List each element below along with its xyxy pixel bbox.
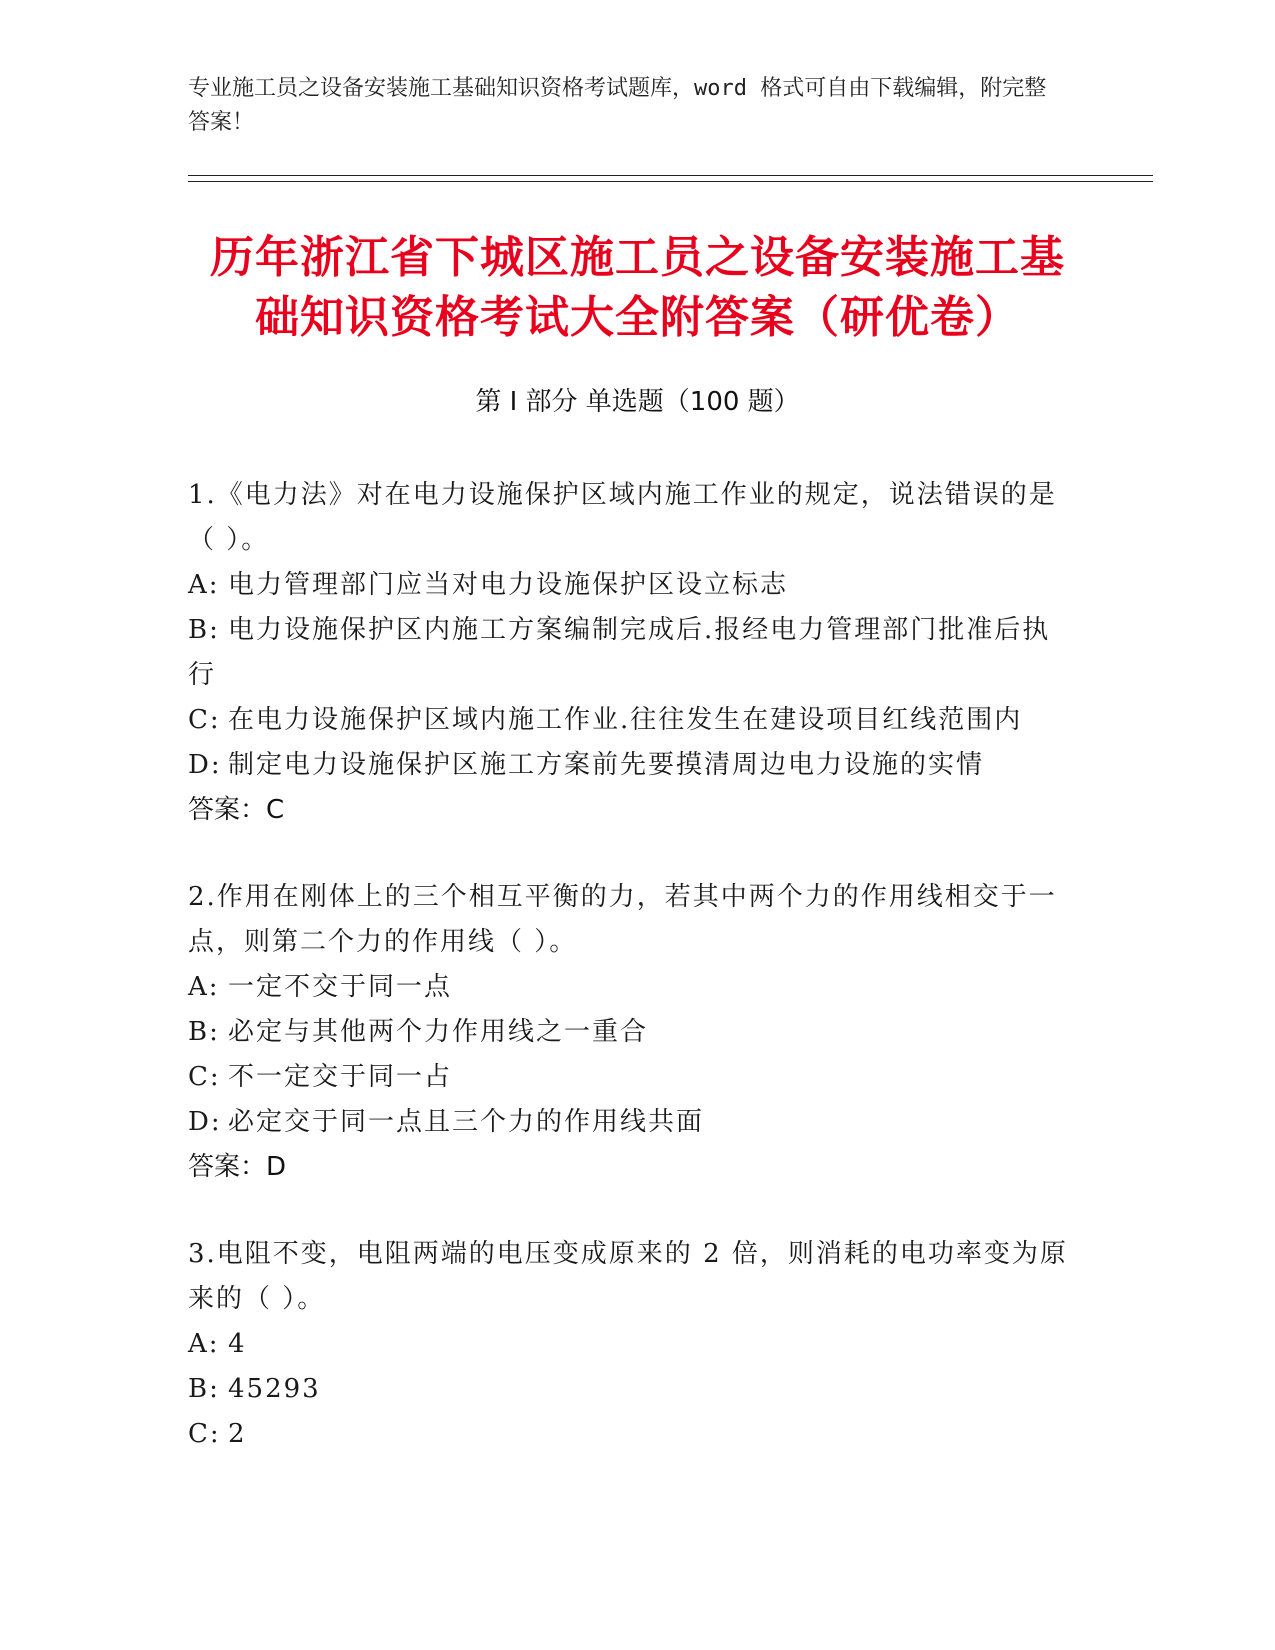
answer-value: D — [266, 1152, 287, 1182]
option-key: A: — [188, 1329, 220, 1359]
question-stem: 2.作用在刚体上的三个相互平衡的力，若其中两个力的作用线相交于一点，则第二个力的作用线（ ）。 — [188, 882, 1057, 957]
option-key: D: — [188, 750, 222, 780]
option-key: B: — [188, 615, 220, 645]
question-stem: 1.《电力法》对在电力设施保护区域内施工作业的规定，说法错误的是（ ）。 — [188, 480, 1057, 555]
option-text: 4 — [228, 1329, 247, 1359]
option-key: B: — [188, 1017, 220, 1047]
header-note: 专业施工员之设备安装施工基础知识资格考试题库，word 格式可自由下载编辑，附完整答案！ — [188, 76, 1047, 135]
option-text: 45293 — [228, 1374, 321, 1404]
document-title — [140, 228, 1135, 348]
title-line-1: 历年浙江省下城区施工员之设备安装施工基 — [210, 232, 1065, 283]
option-key: A: — [188, 570, 220, 600]
option-d — [188, 743, 1068, 788]
question-list — [188, 473, 1068, 1499]
option-text: 电力管理部门应当对电力设施保护区设立标志 — [228, 570, 789, 600]
option-c — [188, 1055, 1068, 1100]
option-text: 2 — [228, 1419, 247, 1449]
option-b — [188, 608, 1068, 698]
option-a — [188, 965, 1068, 1010]
option-a — [188, 1322, 1068, 1367]
header-divider-top — [188, 175, 1153, 176]
answer-value: C — [266, 795, 285, 825]
option-text: 制定电力设施保护区施工方案前先要摸清周边电力设施的实情 — [228, 750, 985, 780]
question-stem: 3.电阻不变，电阻两端的电压变成原来的 2 倍，则消耗的电功率变为原来的（ ）。 — [188, 1239, 1068, 1314]
answer-line — [188, 788, 1068, 833]
question-1 — [188, 473, 1068, 833]
header-divider-bottom — [188, 181, 1153, 182]
option-key: C: — [188, 1062, 221, 1092]
option-text: 必定与其他两个力作用线之一重合 — [228, 1017, 649, 1047]
question-3 — [188, 1232, 1068, 1457]
option-key: D: — [188, 1107, 222, 1137]
option-a — [188, 563, 1068, 608]
option-d — [188, 1100, 1068, 1145]
option-key: C: — [188, 705, 221, 735]
option-text: 一定不交于同一点 — [228, 972, 453, 1002]
option-text: 在电力设施保护区域内施工作业.往往发生在建设项目红线范围内 — [228, 705, 1023, 735]
option-key: B: — [188, 1374, 220, 1404]
question-2 — [188, 875, 1068, 1190]
option-key: C: — [188, 1419, 221, 1449]
option-c — [188, 698, 1068, 743]
title-line-2: 础知识资格考试大全附答案（研优卷） — [255, 292, 1020, 343]
answer-label: 答案： — [188, 795, 267, 825]
answer-line — [188, 1145, 1068, 1190]
option-text: 电力设施保护区内施工方案编制完成后.报经电力管理部门批准后执行 — [188, 615, 1051, 690]
option-text: 必定交于同一点且三个力的作用线共面 — [228, 1107, 705, 1137]
answer-label: 答案： — [188, 1152, 267, 1182]
option-text: 不一定交于同一占 — [228, 1062, 453, 1092]
section-heading: 第 I 部分 单选题（100 题） — [475, 387, 800, 417]
option-b — [188, 1010, 1068, 1055]
option-b — [188, 1367, 1068, 1412]
option-c — [188, 1412, 1068, 1457]
option-key: A: — [188, 972, 220, 1002]
